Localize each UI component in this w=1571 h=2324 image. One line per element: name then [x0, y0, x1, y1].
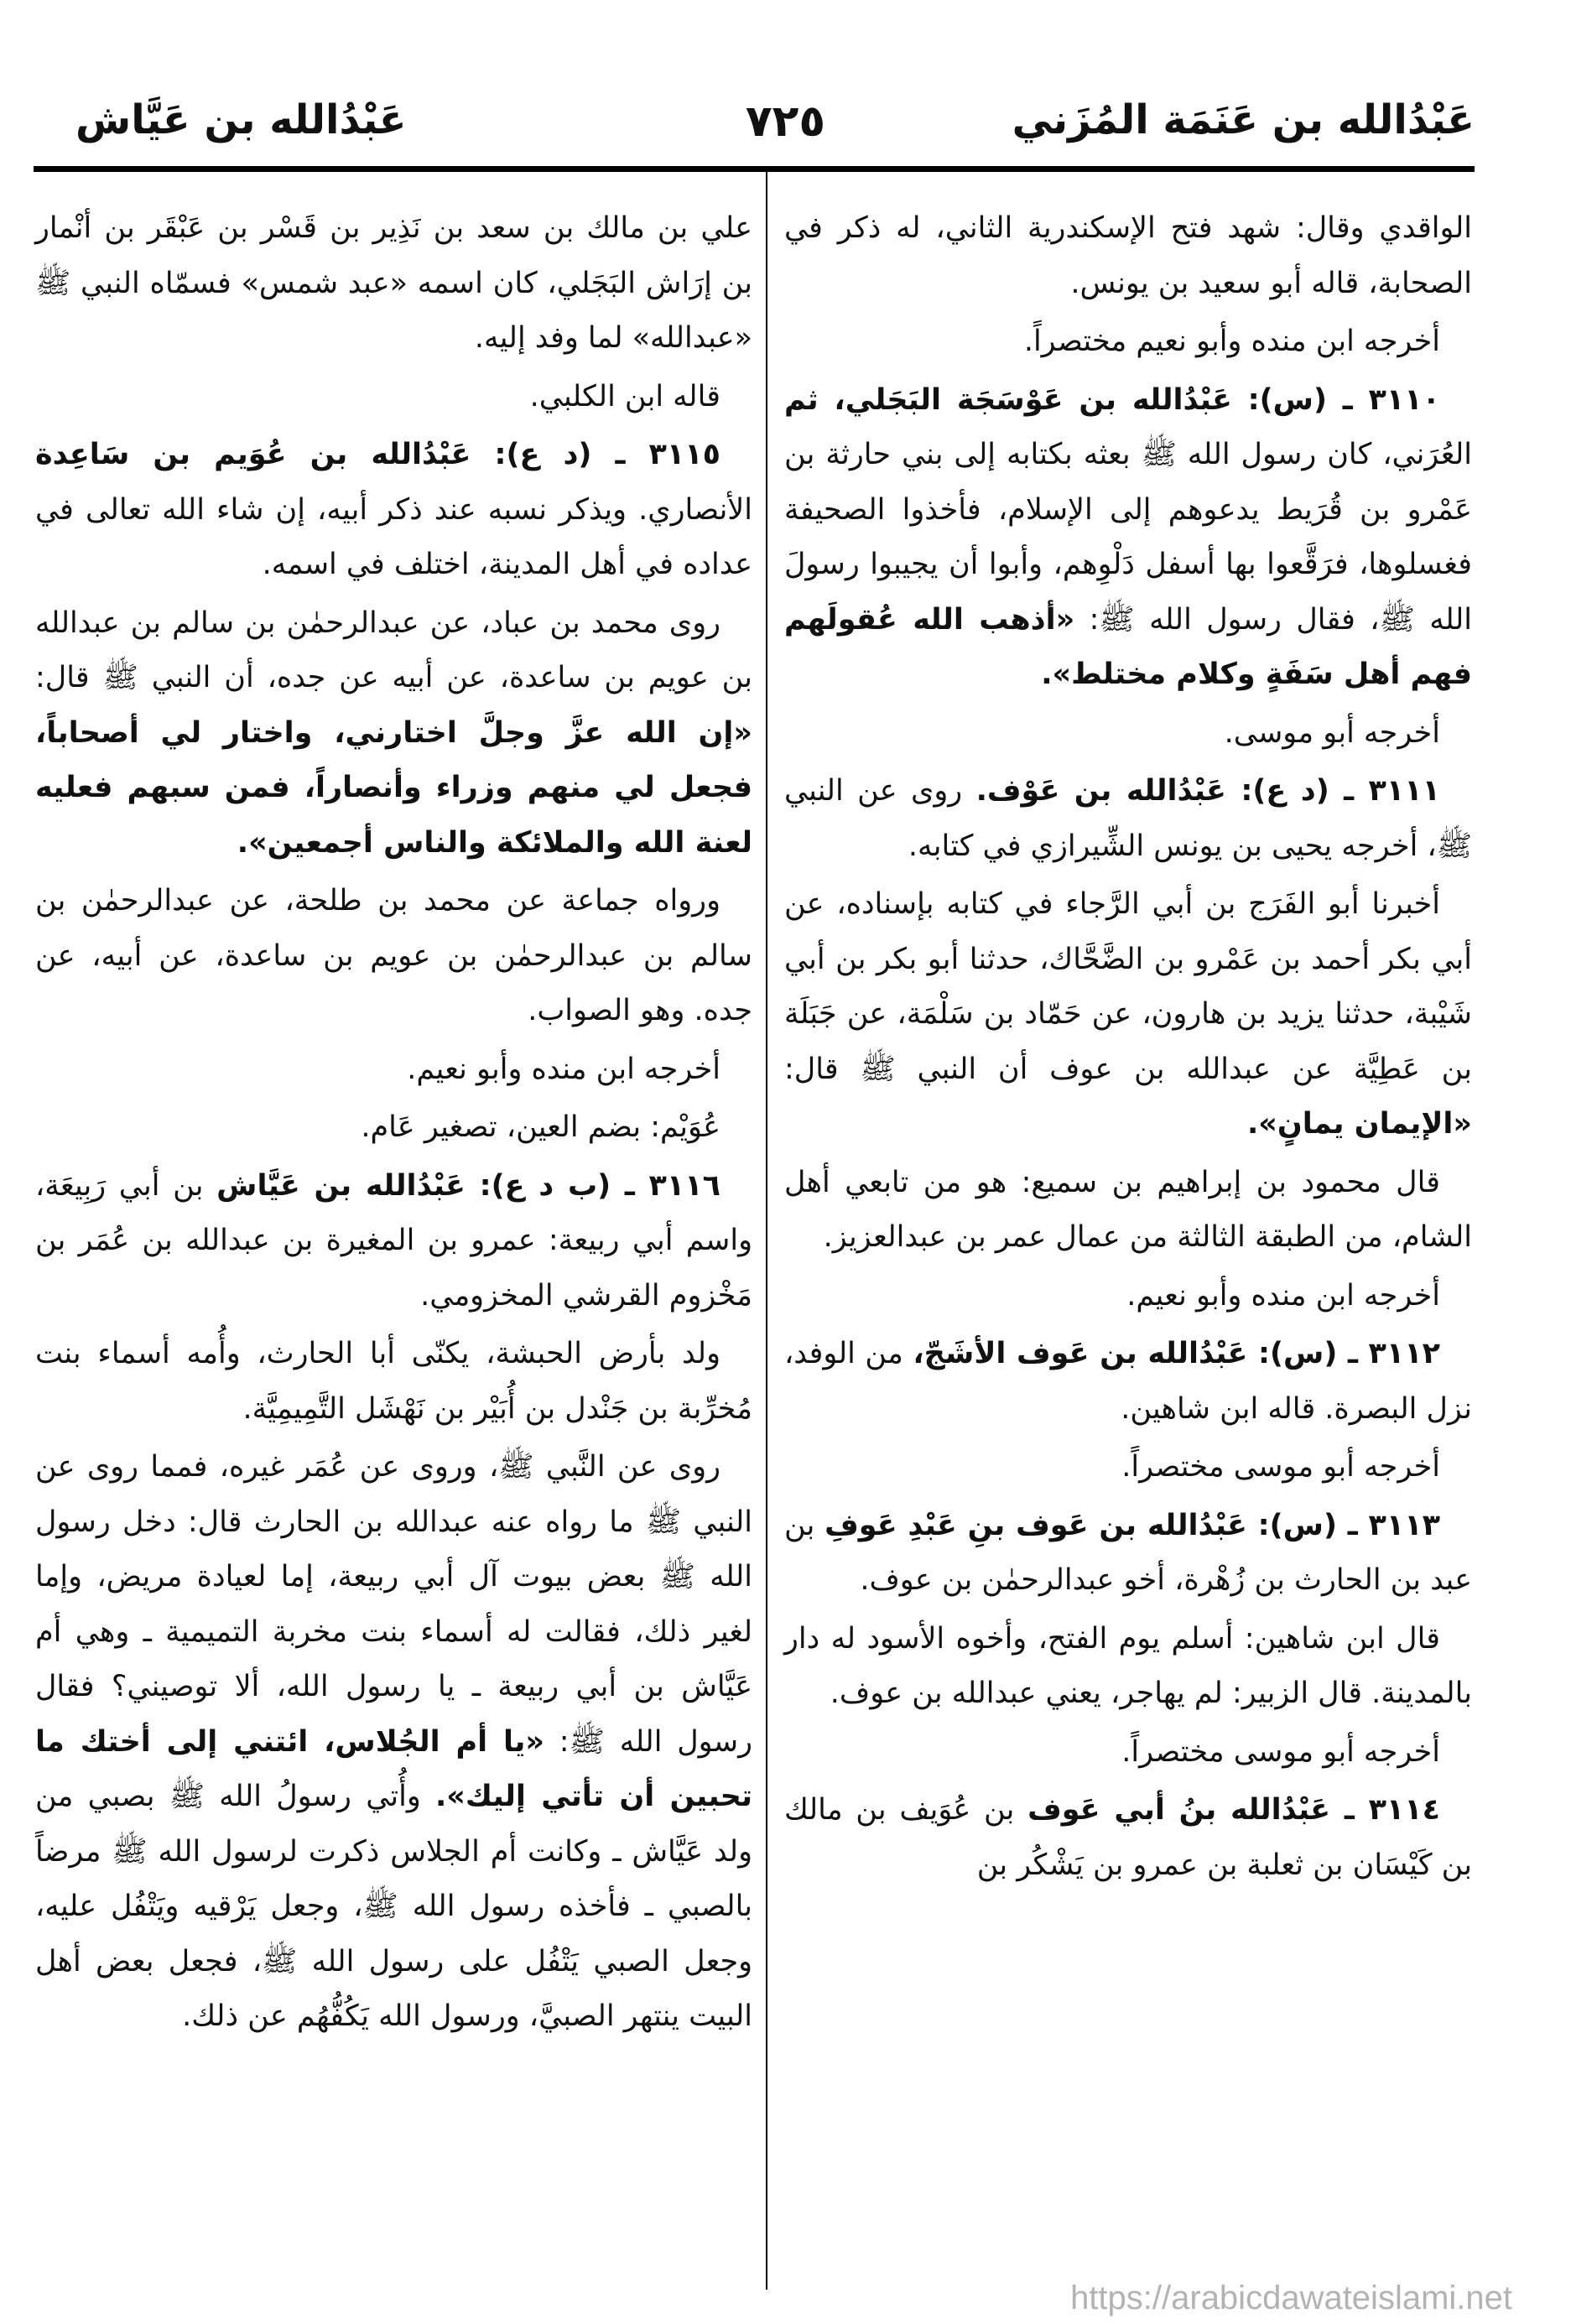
paragraph — [35, 1042, 752, 1098]
paragraph — [784, 1327, 1472, 1437]
paragraph — [784, 201, 1472, 311]
text: بن عُوَيف بن مالك بن كَيْسَان بن ثعلبة بن عمرو بن يَشْكُر بن — [784, 1793, 1472, 1882]
text: وأُتي رسولُ الله ﷺ بصبي من ولد عَيَّاش ـ وكانت أم الجلاس ذكرت لرسول الله ﷺ مرضاً بالصبي ـ فأخذه رسول الله ﷺ، وجعل يَرْقيه ويَتْفُل عليه، وجعل الصبي يَتْفُل على رسول الله ﷺ، فجعل بعض أهل البيت ينتهر الصبيَّ، ورسول الله يَكُفُّهُم عن ذلك. — [35, 1780, 752, 2033]
text: روى عن النَّبي ﷺ، وروى عن عُمَر غيره، فمما روى عن النبي ﷺ ما رواه عنه عبدالله بن الحارث قال: دخل رسول الله ﷺ بعض بيوت آل أبي ربيعة، إما لعيادة مريض، وإما لغير ذلك، فقالت له أسماء بنت مخربة التميمية ـ وهي أم عَيَّاش بن أبي ربيعة ـ يا رسول الله، ألا توصيني؟ فقال رسول الله ﷺ: — [35, 1450, 752, 1759]
text: أخرجه أبو موسى مختصراً. — [1121, 1450, 1440, 1484]
paragraph — [784, 706, 1472, 762]
text: قال محمود بن إبراهيم بن سميع: هو من تابعي أهل الشام، من الطبقة الثالثة من عمال عمر بن عبدالعزيز. — [784, 1165, 1472, 1254]
bold-text: ٣١١٢ ـ (س): عَبْدُالله بن عَوف الأشَجّ، — [913, 1337, 1440, 1370]
text: الأنصاري. ويذكر نسبه عند ذكر أبيه، إن شاء الله تعالى في عداده في أهل المدينة، اختلف في اسمه. — [35, 492, 752, 581]
text: عُوَيْم: بضم العين، تصغير عَام. — [361, 1110, 720, 1144]
paragraph — [784, 1440, 1472, 1495]
paragraph — [35, 201, 752, 367]
text: قال ابن شاهين: أسلم يوم الفتح، وأخوه الأسود له دار بالمدينة. قال الزبير: لم يهاجر، يعني عبدالله بن عوف. — [784, 1621, 1472, 1710]
paragraph — [35, 1159, 752, 1324]
bold-text: «إن الله عزَّ وجلَّ اختارني، واختار لي أصحاباً، فجعل لي منهم وزراء وأنصاراً، فمن سبهم فعليه لعنة الله والملائكة والناس أجمعين». — [35, 715, 752, 860]
paragraph — [784, 315, 1472, 370]
left-column — [35, 201, 752, 2048]
paragraph — [35, 596, 752, 871]
paragraph — [784, 1783, 1472, 1893]
paragraph — [35, 874, 752, 1039]
paragraph — [35, 370, 752, 425]
text: أخرجه ابن منده وأبو نعيم. — [407, 1052, 720, 1086]
paragraph — [784, 877, 1472, 1152]
column-divider — [766, 172, 767, 2290]
paragraph — [784, 1269, 1472, 1324]
bold-text: ٣١١٥ ـ (د ع): عَبْدُالله بن عُوَيم بن سَاعِدة — [35, 438, 720, 471]
header-rule — [34, 166, 1475, 172]
text: ولد بأرض الحبشة، يكنّى أبا الحارث، وأُمه أسماء بنت مُخرِّبة بن جَنْدل بن أُبَيْر بن نَهْشَل التَّمِيمِيَّة. — [35, 1337, 752, 1426]
text: أخرجه ابن منده وأبو نعيم مختصراً. — [1023, 325, 1440, 358]
paragraph — [784, 373, 1472, 703]
text: من الوفد، نزل البصرة. قاله ابن شاهين. — [784, 1337, 1472, 1426]
watermark: https://arabicdawateislami.net — [1070, 2280, 1512, 2316]
page-number: ٧٢٥ — [745, 96, 826, 147]
text: بن أبي رَبِيعَة، واسم أبي ربيعة: عمرو بن المغيرة بن عبدالله بن عُمَر بن مَخْزوم القرشي المخزومي. — [35, 1168, 752, 1313]
paragraph — [784, 1725, 1472, 1781]
paragraph — [784, 1499, 1472, 1609]
bold-text: ٣١١٠ ـ (س): عَبْدُالله بن عَوْسَجَة البَجَلي، ثم — [784, 382, 1440, 417]
text: أخرجه أبو موسى. — [1224, 715, 1440, 750]
bold-text: ٣١١١ ـ (د ع): عَبْدُالله بن عَوْف. — [975, 774, 1440, 808]
paragraph — [35, 1440, 752, 2045]
bold-text: «أذهب الله عُقولَهم فهم أهل سَفَةٍ وكلام مختلط». — [784, 602, 1472, 691]
text: أخبرنا أبو الفَرَج بن أبي الرَّجاء في كتابه بإسناده، عن أبي بكر أحمد بن عَمْرو بن الضَّحَّاك، حدثنا أبو بكر بن أبي شَيْبة، حدثنا يزيد بن هارون، عن حَمّاد بن سَلْمَة، عن جَبَلَة بن عَطِيَّة عن عبدالله بن عوف أن النبي ﷺ قال: — [784, 887, 1472, 1086]
paragraph — [35, 1100, 752, 1156]
running-header-right: عَبْدُالله بن عَنَمَة المُزَني — [1012, 96, 1475, 143]
text: روى محمد بن عباد، عن عبدالرحمٰن بن سالم بن عبدالله بن عويم بن ساعدة، عن أبيه عن جده، أن النبي ﷺ قال: — [35, 606, 752, 694]
text: علي بن مالك بن سعد بن نَذِير بن قَسْر بن عَبْقَر بن أنْمار بن إرَاش البَجَلي، كان اسمه «عبد شمس» فسمّاه النبي ﷺ «عبدالله» لما وفد إليه. — [35, 211, 752, 355]
bold-text: ٣١١٣ ـ (س): عَبْدُالله بن عَوف بنِ عَبْدِ عَوفِ — [825, 1508, 1440, 1542]
paragraph — [784, 1612, 1472, 1722]
paragraph — [784, 1156, 1472, 1266]
bold-text: ٣١١٦ ـ (ب د ع): عَبْدُالله بن عَيَّاش — [216, 1168, 720, 1203]
text: بن عبد بن الحارث بن زُهْرة، أخو عبدالرحمٰن بن عوف. — [784, 1508, 1472, 1597]
text: أخرجه ابن منده وأبو نعيم. — [1126, 1278, 1440, 1313]
running-header-left: عَبْدُالله بن عَيَّاش — [75, 96, 407, 143]
paragraph — [35, 428, 752, 593]
bold-text: ٣١١٤ ـ عَبْدُالله بنُ أبي عَوف — [1027, 1793, 1441, 1827]
text: أخرجه أبو موسى مختصراً. — [1121, 1734, 1440, 1769]
paragraph — [784, 764, 1472, 874]
bold-text: «يا أم الجُلاس، ائتني إلى أختك ما تحبين أن تأتي إليك». — [35, 1724, 752, 1813]
text: الواقدي وقال: شهد فتح الإسكندرية الثاني، له ذكر في الصحابة، قاله أبو سعيد بن يونس. — [784, 211, 1472, 300]
right-column — [784, 201, 1472, 1896]
text: ورواه جماعة عن محمد بن طلحة، عن عبدالرحمٰن بن سالم بن عبدالرحمٰن بن عويم بن ساعدة، عن أبيه، عن جده. وهو الصواب. — [35, 884, 752, 1027]
text: العُرَني، كان رسول الله ﷺ بعثه بكتابه إلى بني حارثة بن عَمْرو بن قُرَيط يدعوهم إلى الإسلام، فأخذوا الصحيفة فغسلوها، فرَقَّعوا بها أسفل دَلْوِهم، وأبوا أن يجيبوا رسولَ الله ﷺ، فقال رسول الله ﷺ: — [784, 438, 1472, 637]
text: روى عن النبي ﷺ، أخرجه يحيى بن يونس الشِّيرازي في كتابه. — [784, 774, 1472, 863]
paragraph — [35, 1327, 752, 1437]
bold-text: «الإيمان يمانٍ». — [1246, 1107, 1472, 1141]
text: قاله ابن الكلبي. — [529, 379, 720, 413]
